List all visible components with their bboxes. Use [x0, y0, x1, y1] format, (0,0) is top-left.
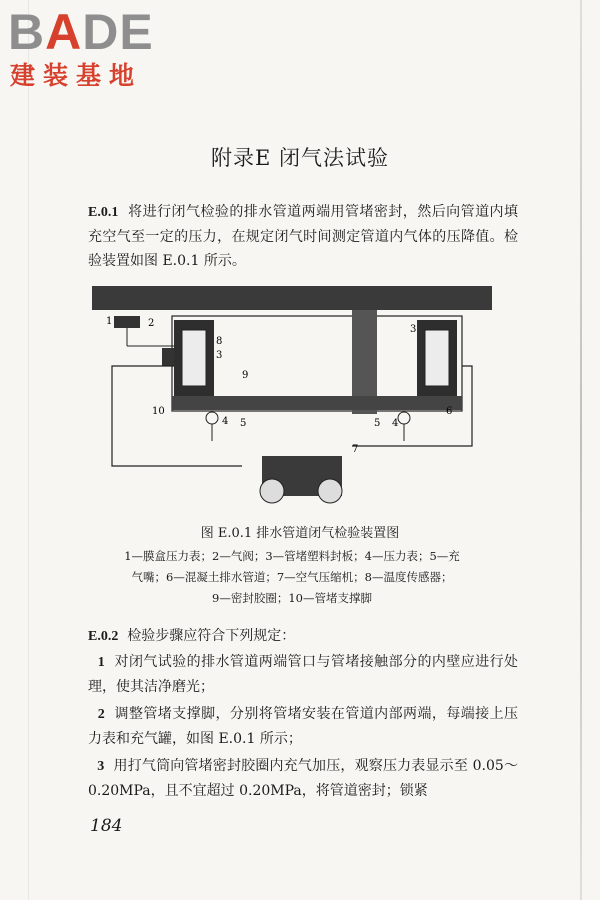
step-3-text: 用打气筒向管堵密封胶圈内充气加压，观察压力表显示至 0.05～0.20MPa，且不宜超过 0.20MPa，将管道密封；锁紧: [88, 758, 518, 799]
step-1-text: 对闭气试验的排水管道两端管口与管堵接触部分的内壁应进行处理，使其洁净磨光；: [88, 654, 519, 695]
label-6: 6: [446, 406, 453, 417]
scan-edge-left: [28, 0, 29, 900]
logo-wordmark: BADE: [8, 4, 154, 60]
label-3-left: 3: [216, 350, 223, 361]
bade-logo: [8, 4, 178, 94]
label-10: 10: [152, 406, 165, 417]
label-9: 9: [242, 370, 249, 381]
pressure-gauge-left: [206, 412, 218, 424]
step-3-number: 3: [97, 759, 105, 774]
label-5-left: 5: [240, 418, 247, 429]
label-2: 2: [148, 318, 155, 329]
compressor-wheel-2: [318, 479, 342, 503]
label-8: 8: [216, 336, 223, 347]
compressor-wheel: [260, 479, 284, 503]
air-valve: [162, 348, 174, 366]
appendix-title: 附录E 闭气法试验: [210, 146, 389, 170]
clause-e02-number: E.0.2: [88, 629, 119, 644]
step-1: [88, 650, 518, 699]
logo-subtitle: 建装基地: [10, 61, 143, 90]
pipe-bottom-wall: [172, 396, 462, 410]
label-7: 7: [352, 444, 359, 455]
left-plug-plate: [182, 330, 206, 386]
step-2-number: 2: [97, 707, 105, 722]
pressure-gauge-right: [398, 412, 410, 424]
step-2-text: 调整管堵支撑脚，分别将管堵安装在管道内部两端，每端接上压力表和充气罐，如图 E.0.1 所示；: [88, 706, 519, 747]
step-1-number: 1: [97, 655, 105, 670]
label-4-right: 4: [392, 418, 399, 429]
label-4-left: 4: [222, 416, 229, 427]
step-2: [88, 702, 518, 751]
step-3: [88, 754, 518, 803]
scan-edge-right: [580, 0, 582, 900]
clause-e02-intro-text: 检验步骤应符合下列规定：: [127, 628, 296, 644]
label-1: 1: [106, 316, 113, 327]
clause-e01-text: 将进行闭气检验的排水管道两端用管堵密封，然后向管道内填充空气至一定的压力，在规定闭气时间测定管道内气体的压降值。检验装置如图 E.0.1 所示。: [88, 204, 518, 269]
clause-e01: [88, 200, 518, 273]
legend-line-1: 1—膜盒压力表；2—气阀；3—管堵塑料封板；4—压力表；5—充: [124, 549, 460, 563]
legend-line-2: 气嘴；6—混凝土排水管道；7—空气压缩机；8—温度传感器；: [131, 570, 453, 584]
membrane-gauge: [114, 316, 140, 328]
legend-line-3: 9—密封胶圈；10—管堵支撑脚: [212, 591, 372, 605]
figure-caption: 图 E.0.1 排水管道闭气检验装置图: [200, 526, 400, 541]
label-3-right: 3: [410, 324, 417, 335]
ground-band: [92, 286, 492, 310]
label-5-right: 5: [374, 418, 381, 429]
clause-e01-number: E.0.1: [88, 205, 119, 220]
test-apparatus-figure: [92, 286, 492, 512]
right-plug-plate: [425, 330, 449, 386]
figure-legend: [112, 546, 472, 609]
page-number: 184: [90, 816, 123, 836]
clause-e02-intro: [88, 624, 518, 649]
